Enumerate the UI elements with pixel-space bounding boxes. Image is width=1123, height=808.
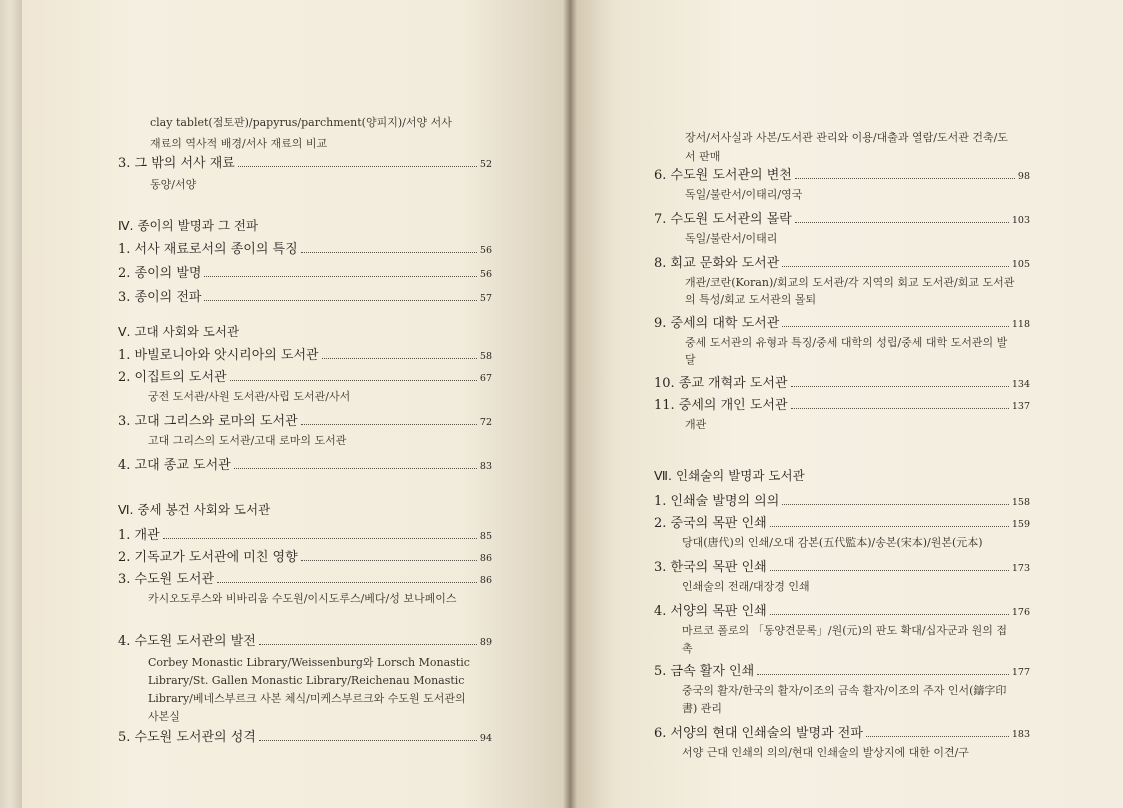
toc-label: 2. 기독교가 도서관에 미친 영향: [118, 550, 298, 565]
toc-subentries: 중국의 활자/한국의 활자/이조의 금속 활자/이조의 주자 인서(鑄字印書) 관리: [682, 684, 1007, 715]
toc-page-number: 52: [479, 159, 492, 170]
toc-label: 4. 수도원 도서관의 발전: [118, 634, 256, 649]
leader-dots: [791, 408, 1009, 409]
toc-entry: [654, 252, 1030, 271]
chapter-heading: [118, 322, 239, 340]
toc-page-number: 86: [479, 553, 492, 564]
toc-subentries: 서양 근대 인쇄의 의의/현대 인쇄술의 발상지에 대한 이견/구: [682, 746, 969, 759]
toc-subentries: 중세 도서관의 유형과 특징/중세 대학의 성립/중세 대학 도서관의 발달: [685, 336, 1008, 366]
right-top-subtext: 장서/서사실과 사본/도서관 관리와 이용/대출과 열람/도서관 건축/도서 판매: [685, 131, 1008, 163]
toc-label: 1. 개관: [118, 528, 160, 543]
left-top-subtext: clay tablet(점토판)/papyrus/parchment(양피지)/서양 서사 재료의 역사적 배경/서사 재료의 비교: [150, 116, 452, 150]
toc-label: 4. 서양의 목판 인쇄: [654, 604, 767, 619]
leader-dots: [259, 644, 477, 645]
toc-page-number: 83: [479, 461, 492, 472]
toc-page-number: 103: [1011, 215, 1030, 226]
toc-entry: [118, 726, 492, 745]
toc-page-number: 118: [1011, 319, 1030, 330]
toc-subentries: 인쇄술의 전래/대장경 인쇄: [682, 580, 810, 593]
toc-entry: [654, 208, 1030, 227]
toc-label: 4. 고대 종교 도서관: [118, 458, 231, 473]
toc-subentries: 독일/불란서/이태리/영국: [685, 188, 803, 201]
leader-dots: [770, 526, 1009, 527]
toc-entry: [118, 630, 492, 649]
toc-page-number: 177: [1011, 667, 1030, 678]
leader-dots: [204, 300, 476, 301]
leader-dots: [322, 358, 477, 359]
toc-subentries: 독일/불란서/이태리: [685, 232, 778, 245]
leader-dots: [770, 570, 1009, 571]
toc-entry: [654, 600, 1030, 619]
leader-dots: [234, 468, 477, 469]
leader-dots: [795, 222, 1009, 223]
toc-page-number: 58: [479, 351, 492, 362]
right-page: [570, 0, 1123, 808]
chapter-heading-text: Ⅴ. 고대 사회와 도서관: [118, 324, 240, 339]
toc-subentries: Corbey Monastic Library/Weissenburg와 Lorsch Monastic Library/St. Gallen Monastic Library/Reichenau Monastic Library/베네스부르크 사본 체식/미케스부르크와 수도원 도서관의 사본실: [148, 656, 470, 723]
toc-entry: [654, 490, 1030, 509]
leader-dots: [204, 276, 476, 277]
toc-entry: [118, 238, 492, 257]
toc-entry: [654, 312, 1030, 331]
toc-page-number: 159: [1011, 519, 1030, 530]
toc-page-number: 85: [479, 531, 492, 542]
leader-dots: [230, 380, 477, 381]
toc-page-number: 98: [1017, 171, 1030, 182]
toc-page-number: 56: [479, 269, 492, 280]
toc-entry: [118, 410, 492, 429]
chapter-heading-text: Ⅵ. 중세 봉건 사회와 도서관: [118, 502, 271, 517]
toc-entry: [654, 394, 1030, 413]
leader-dots: [163, 538, 477, 539]
toc-subentries: 당대(唐代)의 인쇄/오대 감본(五代監本)/송본(宋本)/원본(元本): [682, 536, 983, 549]
chapter-heading-text: Ⅶ. 인쇄술의 발명과 도서관: [654, 468, 805, 483]
toc-label: 2. 중국의 목판 인쇄: [654, 516, 767, 531]
toc-subentries: 마르코 폴로의 「동양견문록」/원(元)의 판도 확대/십자군과 원의 접촉: [682, 624, 1007, 655]
toc-entry: [654, 164, 1030, 183]
toc-label: 7. 수도원 도서관의 몰락: [654, 212, 792, 227]
toc-entry: [654, 660, 1030, 679]
toc-entry: [118, 286, 492, 305]
toc-label: 2. 종이의 발명: [118, 266, 202, 281]
toc-label: 2. 이집트의 도서관: [118, 370, 227, 385]
toc-entry: [654, 722, 1030, 741]
toc-label: 3. 종이의 전파: [118, 290, 202, 305]
toc-page-number: 89: [479, 637, 492, 648]
toc-page-number: 72: [479, 417, 492, 428]
toc-label: 5. 수도원 도서관의 성격: [118, 730, 256, 745]
toc-label: 10. 종교 개혁과 도서관: [654, 376, 788, 391]
toc-entry: [654, 556, 1030, 575]
toc-label: 8. 회교 문화와 도서관: [654, 256, 780, 271]
toc-page-number: 67: [479, 373, 492, 384]
leader-dots: [259, 740, 477, 741]
toc-label: 1. 바빌로니아와 앗시리아의 도서관: [118, 348, 319, 363]
toc-entry: [118, 568, 492, 587]
left-page: [22, 0, 570, 808]
toc-entry: [118, 454, 492, 473]
leader-dots: [791, 386, 1009, 387]
leader-dots: [770, 614, 1009, 615]
toc-subentries: 개관: [685, 418, 707, 431]
toc-entry: [118, 152, 492, 171]
toc-label: 3. 한국의 목판 인쇄: [654, 560, 767, 575]
toc-entry: [118, 366, 492, 385]
toc-page-number: 94: [479, 733, 492, 744]
toc-subentries: 궁전 도서관/사원 도서관/사립 도서관/사서: [148, 390, 351, 403]
toc-label: 1. 인쇄술 발명의 의의: [654, 494, 780, 509]
leader-dots: [757, 674, 1009, 675]
toc-subentries: 개관/코란(Koran)/회교의 도서관/각 지역의 회교 도서관/회교 도서관의 특성/회교 도서관의 몰퇴: [685, 276, 1015, 306]
chapter-heading: [118, 500, 270, 518]
toc-page-number: 137: [1011, 401, 1030, 412]
toc-page-number: 173: [1011, 563, 1030, 574]
leader-dots: [301, 560, 477, 561]
chapter-heading: [654, 466, 805, 484]
toc-page-number: 86: [479, 575, 492, 586]
toc-page-number: 183: [1011, 729, 1030, 740]
leader-dots: [301, 252, 477, 253]
toc-entry: [118, 344, 492, 363]
toc-label: 1. 서사 재료로서의 종이의 특징: [118, 242, 298, 257]
toc-label: 3. 고대 그리스와 로마의 도서관: [118, 414, 298, 429]
leader-dots: [782, 326, 1009, 327]
toc-label: 9. 중세의 대학 도서관: [654, 316, 780, 331]
leader-dots: [782, 504, 1009, 505]
toc-entry: [654, 372, 1030, 391]
toc-label: 6. 수도원 도서관의 변천: [654, 168, 792, 183]
chapter-heading: [118, 216, 258, 234]
toc-entry: [654, 512, 1030, 531]
toc-page-number: 105: [1011, 259, 1030, 270]
book-gutter: [563, 0, 577, 808]
toc-entry: [118, 524, 492, 543]
toc-page-number: 134: [1011, 379, 1030, 390]
leader-dots: [301, 424, 477, 425]
leader-dots: [866, 736, 1009, 737]
toc-page-number: 57: [479, 293, 492, 304]
toc-label: 6. 서양의 현대 인쇄술의 발명과 전파: [654, 726, 863, 741]
toc-subentries: 카시오도루스와 비바리움 수도원/이시도루스/베다/성 보나페이스: [148, 592, 457, 605]
toc-subentries: 고대 그리스의 도서관/고대 로마의 도서관: [148, 434, 347, 447]
toc-label: 3. 수도원 도서관: [118, 572, 215, 587]
leader-dots: [238, 166, 477, 167]
toc-label: 5. 금속 활자 인쇄: [654, 664, 755, 679]
toc-subentries: 동양/서양: [150, 178, 197, 191]
toc-page-number: 158: [1011, 497, 1030, 508]
leader-dots: [217, 582, 477, 583]
toc-entry: [118, 546, 492, 565]
toc-label: 3. 그 밖의 서사 재료: [118, 156, 235, 171]
toc-page-number: 56: [479, 245, 492, 256]
toc-page-number: 176: [1011, 607, 1030, 618]
toc-entry: [118, 262, 492, 281]
toc-label: 11. 중세의 개인 도서관: [654, 398, 788, 413]
leader-dots: [782, 266, 1009, 267]
leader-dots: [795, 178, 1015, 179]
chapter-heading-text: Ⅳ. 종이의 발명과 그 전파: [118, 218, 259, 233]
